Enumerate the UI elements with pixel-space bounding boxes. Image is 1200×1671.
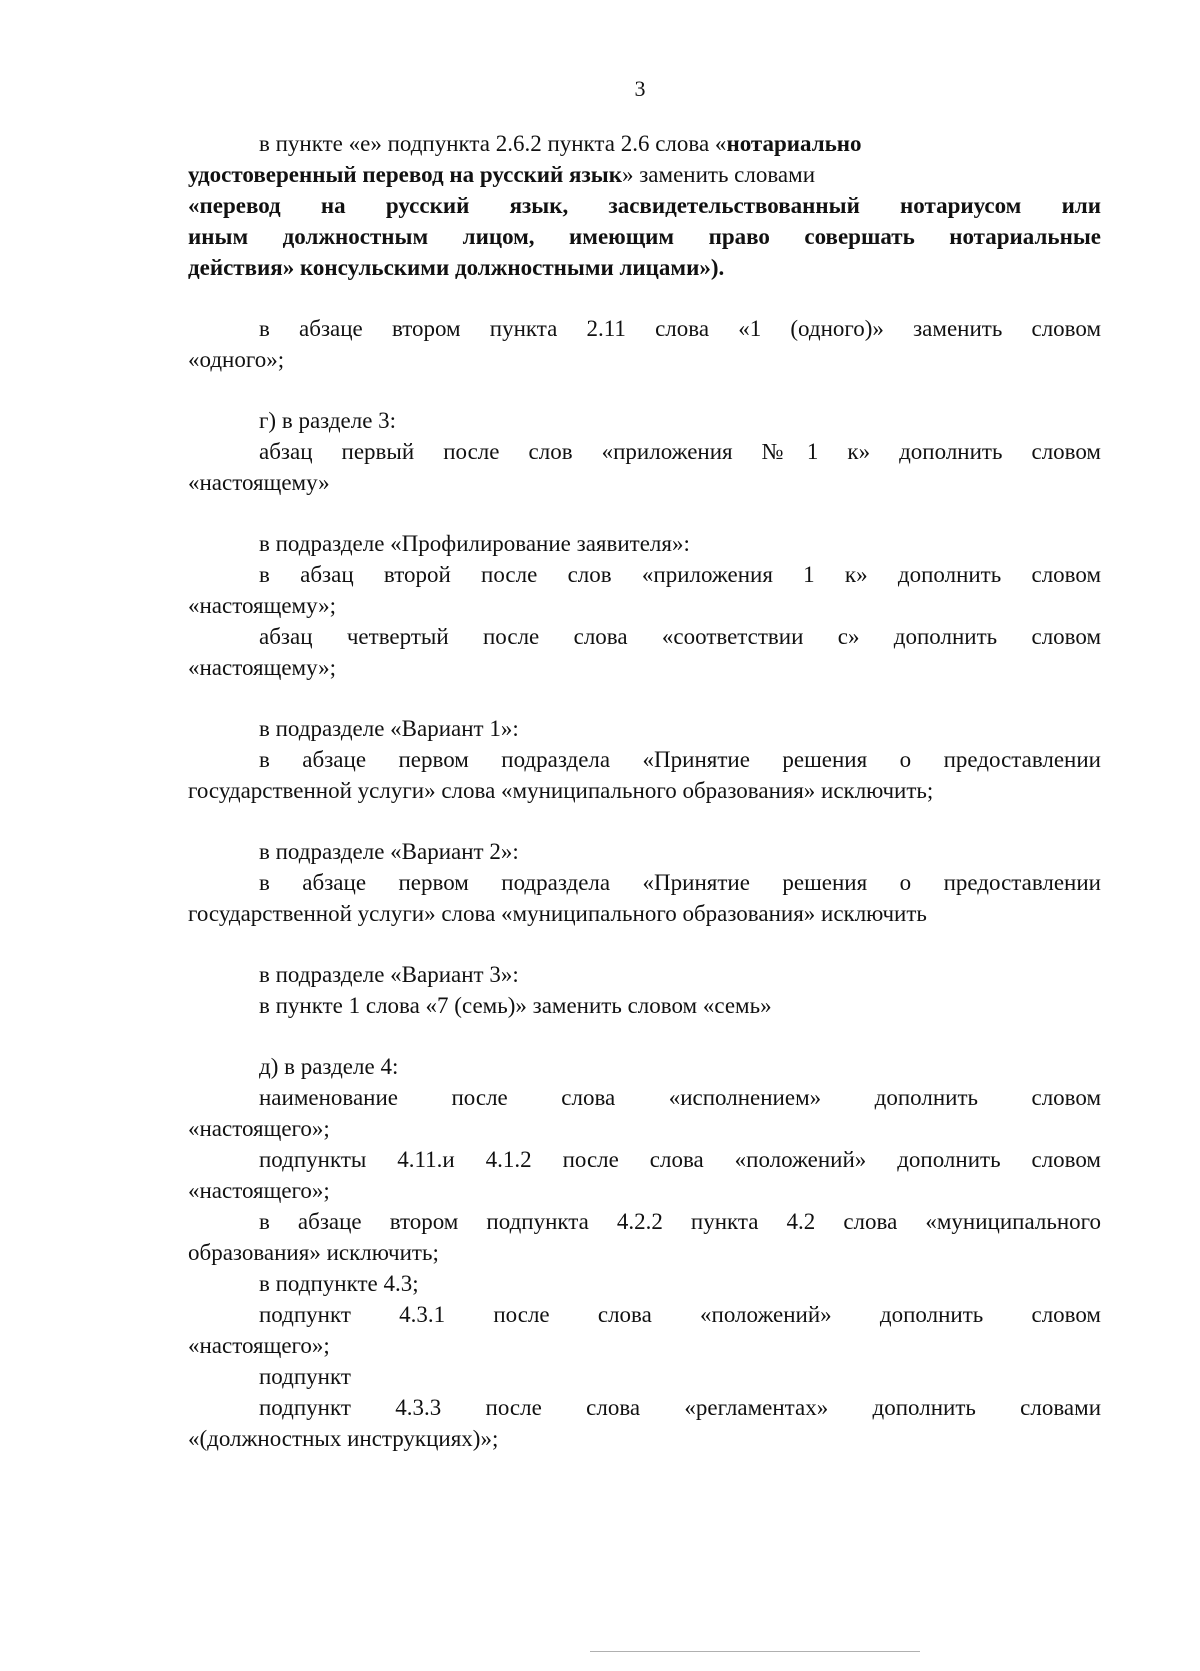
text-segment: государственной услуги» слова «муниципального образования» исключить; [188,778,934,803]
text-line [188,621,1101,652]
text-segment: в абзаце первом подраздела «Принятие решения о предоставлении [259,870,1101,895]
text-line [188,344,1101,375]
text-line [188,252,1101,283]
text-segment: в абзаце втором пункта 2.11 слова «1 (одного)» заменить словом [259,316,1101,341]
text-segment: наименование после слова «исполнением» дополнить словом [259,1085,1101,1110]
text-line [188,1423,1101,1454]
bold-text: нотариально [726,131,862,156]
text-segment: подпункт 4.3.1 после слова «положений» дополнить словом [259,1302,1101,1327]
text-segment: подпункты 4.11.и 4.1.2 после слова «положений» дополнить словом [259,1147,1101,1172]
text-line [188,1392,1101,1423]
text-line [188,652,1101,683]
text-segment: в абзац второй после слов «приложения 1 к» дополнить словом [259,562,1101,587]
text-segment: образования» исключить; [188,1240,439,1265]
text-line [188,1268,1101,1299]
text-line [188,990,1101,1021]
text-segment: абзац первый после слов «приложения №1 к» дополнить словом [259,439,1101,464]
paragraph-gap [188,283,1101,313]
bold-text: действия» консульскими должностными лицами»). [188,255,725,280]
paragraph-gap [188,806,1101,836]
text-line [188,559,1101,590]
paragraph-gap [188,375,1101,405]
text-segment: г) в разделе 3: [259,408,397,433]
text-line [188,775,1101,806]
text-segment: в подразделе «Вариант 3»: [259,962,519,987]
bold-text: иным должностным лицом, имеющим право совершать нотариальные [188,224,1101,249]
text-segment: «настоящего»; [188,1333,330,1358]
text-line [188,1361,1101,1392]
text-line [188,836,1101,867]
text-segment: «настоящего»; [188,1178,330,1203]
text-segment: «настоящему» [188,470,330,495]
text-segment: в абзаце втором подпункта 4.2.2 пункта 4.2 слова «муниципального [259,1209,1101,1234]
text-line [188,1051,1101,1082]
text-segment: подпункт [259,1364,351,1389]
text-line [188,1299,1101,1330]
text-line [188,405,1101,436]
text-segment: абзац четвертый после слова «соответствии с» дополнить словом [259,624,1101,649]
text-line [188,959,1101,990]
text-line [188,128,1101,159]
text-segment: «одного»; [188,347,285,372]
text-segment: » заменить словами [621,162,815,187]
text-line [188,1237,1101,1268]
text-segment: «(должностных инструкциях)»; [188,1426,499,1451]
paragraph-gap [188,929,1101,959]
text-line [188,221,1101,252]
text-segment: в подразделе «Профилирование заявителя»: [259,531,690,556]
text-segment: в подпункте 4.3; [259,1271,419,1296]
text-line [188,898,1101,929]
bold-text: «перевод на русский язык, засвидетельствованный нотариусом или [188,193,1101,218]
text-line [188,313,1101,344]
text-line [188,159,1101,190]
text-line [188,467,1101,498]
page-number: 3 [634,76,646,101]
text-line [188,744,1101,775]
text-segment: в подразделе «Вариант 1»: [259,716,519,741]
text-line [188,1206,1101,1237]
text-segment: подпункт 4.3.3 после слова «регламентах» дополнить словами [259,1395,1101,1420]
paragraph-gap [188,498,1101,528]
text-segment: государственной услуги» слова «муниципального образования» исключить [188,901,927,926]
text-segment: «настоящего»; [188,1116,330,1141]
paragraph-gap [188,1021,1101,1051]
text-line [188,528,1101,559]
text-line [188,1113,1101,1144]
text-segment: в подразделе «Вариант 2»: [259,839,519,864]
text-segment: д) в разделе 4: [259,1054,399,1079]
footer-rule [590,1651,920,1652]
text-line [188,590,1101,621]
text-line [188,867,1101,898]
text-line [188,436,1101,467]
text-segment: в абзаце первом подраздела «Принятие решения о предоставлении [259,747,1101,772]
text-segment: в пункте «е» подпункта 2.6.2 пункта 2.6 слова « [259,131,727,156]
text-segment: «настоящему»; [188,655,337,680]
document-body [188,128,1101,1454]
text-line [188,1330,1101,1361]
text-line [188,713,1101,744]
paragraph-gap [188,683,1101,713]
text-segment: «настоящему»; [188,593,337,618]
text-line [188,190,1101,221]
text-line [188,1175,1101,1206]
text-line [188,1144,1101,1175]
text-segment: в пункте 1 слова «7 (семь)» заменить словом «семь» [259,993,772,1018]
bold-text: удостоверенный перевод на русский язык [188,162,622,187]
text-line [188,1082,1101,1113]
